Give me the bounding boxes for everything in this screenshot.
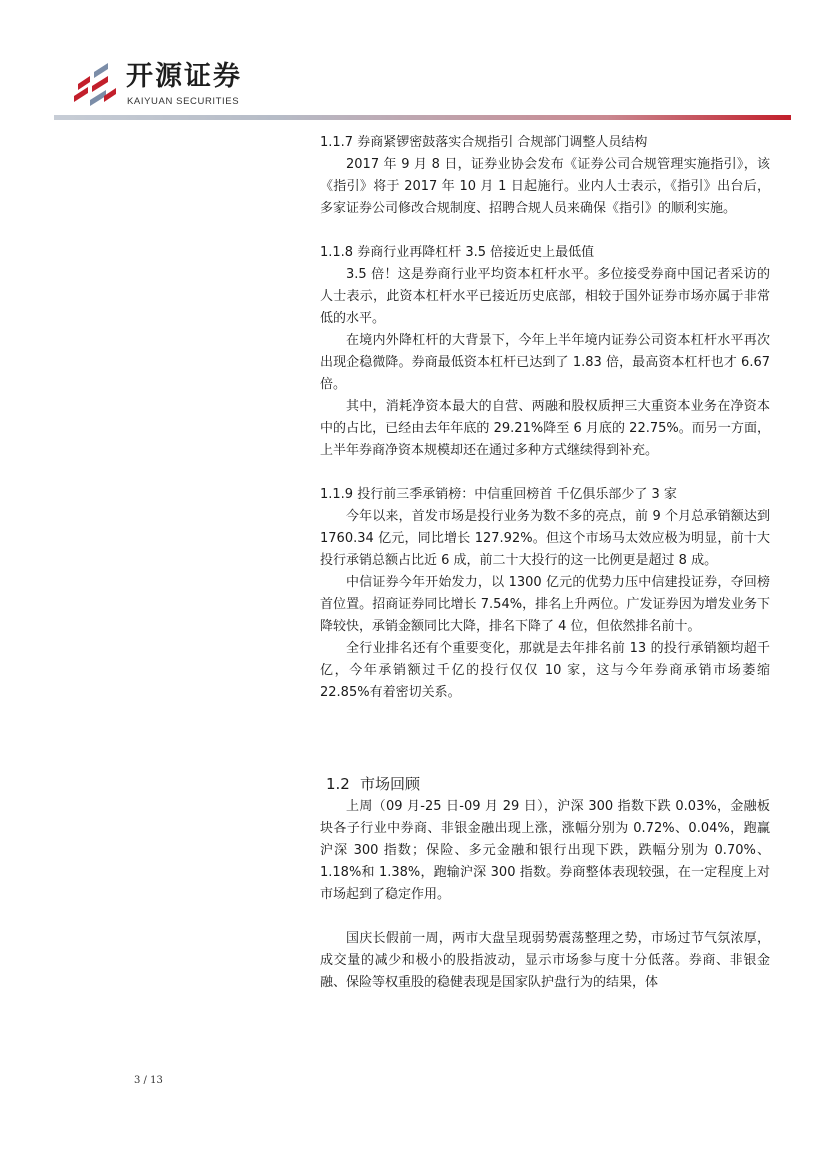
section-number: 1.2 [326, 775, 350, 793]
paragraph: 国庆长假前一周，两市大盘呈现弱势震荡整理之势，市场过节气氛浓厚，成交量的减少和极小的股指波动，显示市场参与度十分低落。券商、非银金融、保险等权重股的稳健表现是国家队护盘行为的结果，体 [320, 931, 770, 990]
paragraph: 2017 年 9 月 8 日，证券业协会发布《证券公司合规管理实施指引》，该《指引》将于 2017 年 10 月 1 日起施行。业内人士表示，《指引》出台后，多家证券公司修改合规制度、招聘合规人员来确保《指引》的顺利实施。 [320, 157, 770, 216]
subsection-title-1-1-9: 1.1.9 投行前三季承销榜：中信重回榜首 千亿俱乐部少了 3 家 [320, 487, 677, 502]
logo-chinese-name: 开源证券 [126, 61, 242, 92]
report-body [320, 132, 770, 994]
kaiyuan-logo [74, 60, 274, 112]
logo-mark-icon [74, 62, 118, 110]
paragraph: 全行业排名还有个重要变化，那就是去年排名前 13 的投行承销额均超千亿，今年承销额过千亿的投行仅仅 10 家，这与今年券商承销市场萎缩 22.85%有着密切关系。 [320, 641, 770, 700]
logo-english-name: KAIYUAN SECURITIES [127, 96, 240, 107]
page-number: 3 / 13 [134, 1075, 163, 1086]
paragraph: 3.5 倍！这是券商行业平均资本杠杆水平。多位接受券商中国记者采访的人士表示，此资本杠杆水平已接近历史底部，相较于国外证券市场亦属于非常低的水平。 [320, 267, 770, 326]
section-title-text: 市场回顾 [360, 775, 421, 793]
paragraph: 今年以来，首发市场是投行业务为数不多的亮点，前 9 个月总承销额达到 1760.34 亿元，同比增长 127.92%。但这个市场马太效应极为明显，前十大投行承销总额占比近 6 成，前二十大投行的这一比例更是超过 8 成。 [320, 509, 770, 568]
section-title-1-2 [326, 772, 770, 796]
paragraph: 在境内外降杠杆的大背景下，今年上半年境内证券公司资本杠杆水平再次出现企稳微降。券商最低资本杠杆已达到了 1.83 倍，最高资本杠杆也才 6.67 倍。 [320, 333, 770, 392]
header-divider [54, 115, 791, 120]
paragraph: 其中，消耗净资本最大的自营、两融和股权质押三大重资本业务在净资本中的占比，已经由去年年底的 29.21%降至 6 月底的 22.75%。而另一方面，上半年券商净资本规模却还在通过多种方式继续得到补充。 [320, 399, 770, 458]
subsection-title-1-1-7: 1.1.7 券商紧锣密鼓落实合规指引 合规部门调整人员结构 [320, 135, 648, 150]
paragraph: 上周（09 月-25 日-09 月 29 日），沪深 300 指数下跌 0.03%，金融板块各子行业中券商、非银金融出现上涨，涨幅分别为 0.72%、0.04%，跑赢沪深 300 指数；保险、多元金融和银行出现下跌，跌幅分别为 0.70%、1.18%和 1.38%，跑输沪深 300 指数。券商整体表现较强，在一定程度上对市场起到了稳定作用。 [320, 799, 770, 902]
paragraph: 中信证券今年开始发力，以 1300 亿元的优势力压中信建投证券，夺回榜首位置。招商证券同比增长 7.54%，排名上升两位。广发证券因为增发业务下降较快，承销金额同比大降，排名下降了 4 位，但依然排名前十。 [320, 575, 770, 634]
subsection-title-1-1-8: 1.1.8 券商行业再降杠杆 3.5 倍接近史上最低值 [320, 245, 595, 260]
